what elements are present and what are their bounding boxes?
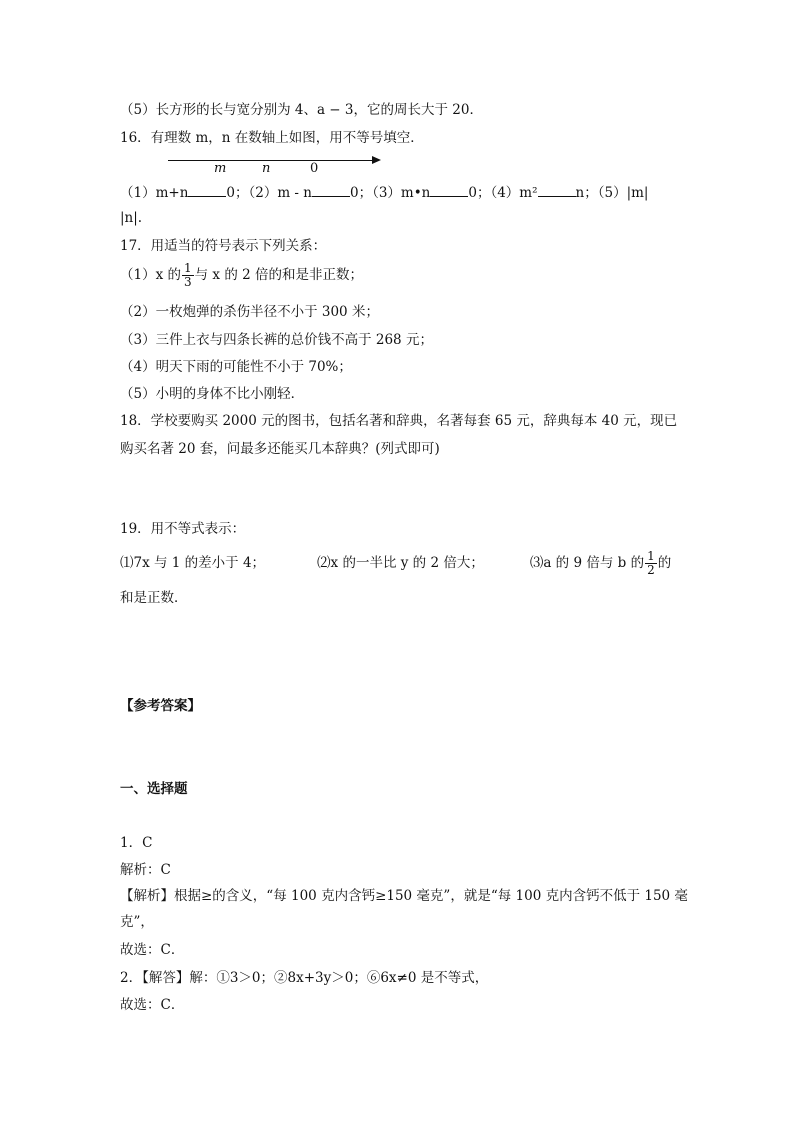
q19-b: ⑵x 的一半比 y 的 2 倍大； bbox=[317, 555, 484, 571]
blank-1[interactable] bbox=[188, 184, 226, 197]
label-m: m bbox=[214, 161, 227, 176]
answer-1-detail: 【解析】根据≥的含义，“每 100 克内含钙≥150 毫克”，就是“每 100 克内含钙不低于 150 毫 bbox=[120, 888, 688, 904]
q15-item5: （5）长方形的长与宽分别为 4、a − 3，它的周长大于 20． bbox=[120, 102, 483, 118]
q18-line2: 购买名著 20 套，问最多还能买几本辞典？(列式即可) bbox=[120, 441, 440, 457]
fraction-denominator: 3 bbox=[184, 275, 192, 289]
answer-1-jiexi: 解析：C bbox=[120, 862, 171, 878]
q17-item1-pre: （1）x 的 bbox=[120, 267, 181, 283]
q19-a: ⑴7x 与 1 的差小于 4； bbox=[120, 555, 266, 571]
q17-item5: （5）小明的身体不比小刚轻． bbox=[120, 386, 305, 402]
fraction-numerator: 1 bbox=[184, 261, 192, 275]
q16-tail: |n|. bbox=[120, 210, 143, 226]
q16-part1: （1）m+n bbox=[120, 185, 189, 201]
fraction-one-half bbox=[645, 550, 657, 577]
q16-part5: n；（5）|m| bbox=[575, 185, 649, 201]
number-line bbox=[168, 152, 383, 182]
answer-1-choice: 故选：C． bbox=[120, 942, 185, 958]
answer-1: 1．C bbox=[120, 835, 153, 851]
q17-item3: （3）三件上衣与四条长裤的总价钱不高于 268 元； bbox=[120, 332, 433, 348]
q16-part4: 0；（4）m² bbox=[468, 185, 538, 201]
q18-line1: 18．学校要购买 2000 元的图书，包括名著和辞典，名著每套 65 元，辞典每本 40 元，现已 bbox=[120, 413, 678, 429]
section-heading: 一、选择题 bbox=[120, 781, 188, 797]
fraction-one-third bbox=[182, 262, 194, 289]
blank-3[interactable] bbox=[430, 184, 468, 197]
number-line-axis bbox=[168, 160, 374, 161]
answers-title: 【参考答案】 bbox=[120, 698, 201, 714]
blank-4[interactable] bbox=[538, 184, 576, 197]
number-line-arrow bbox=[372, 156, 381, 164]
q16-part3: 0；（3）m•n bbox=[349, 185, 431, 201]
q17-title: 17．用适当的符号表示下列关系： bbox=[120, 238, 327, 254]
q19-c-pre: ⑶a 的 9 倍与 b 的 bbox=[529, 555, 645, 571]
q19-line2: 和是正数． bbox=[120, 590, 188, 606]
q17-item2: （2）一枚炮弹的杀伤半径不小于 300 米； bbox=[120, 304, 379, 320]
blank-2[interactable] bbox=[312, 184, 350, 197]
fraction-numerator: 1 bbox=[647, 549, 655, 563]
q16-blanks-line bbox=[120, 183, 648, 203]
q17-item1 bbox=[120, 262, 363, 289]
q19-title: 19．用不等式表示： bbox=[120, 521, 246, 537]
q17-item4: （4）明天下雨的可能性不小于 70%； bbox=[120, 359, 352, 375]
label-zero: 0 bbox=[310, 161, 319, 176]
q17-item1-post: 与 x 的 2 倍的和是非正数； bbox=[194, 267, 364, 283]
answer-2: 2．【解答】解：①3＞0；②8x+3y＞0；⑥6x≠0 是不等式， bbox=[120, 970, 489, 986]
q19-items bbox=[120, 549, 671, 577]
answer-1-detail-cont: 克”， bbox=[120, 914, 154, 930]
q16-title: 16．有理数 m，n 在数轴上如图，用不等号填空． bbox=[120, 130, 424, 146]
q19-c-post: 的 bbox=[657, 555, 672, 571]
q16-part2: 0；（2）m - n bbox=[226, 185, 312, 201]
fraction-denominator: 2 bbox=[647, 563, 655, 577]
answer-2-choice: 故选：C． bbox=[120, 997, 185, 1013]
label-n: n bbox=[262, 161, 271, 176]
